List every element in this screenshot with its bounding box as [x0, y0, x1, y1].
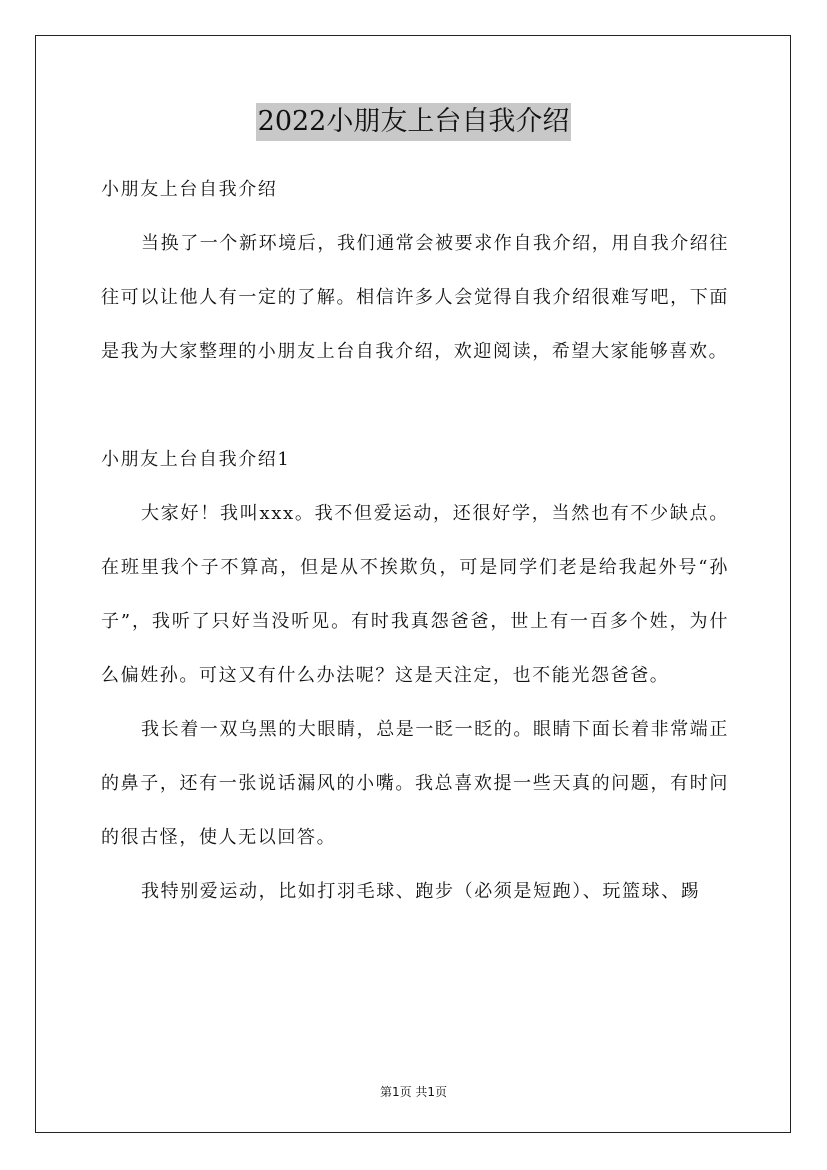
title-container [0, 103, 827, 141]
intro-paragraph: 当换了一个新环境后，我们通常会被要求作自我介绍，用自我介绍往往可以让他人有一定的了解。相信许多人会觉得自我介绍很难写吧，下面是我为大家整理的小朋友上台自我介绍，欢迎阅读，希望大家能够喜欢。 [101, 233, 729, 362]
body-paragraph: 大家好！我叫xxx。我不但爱运动，还很好学，当然也有不少缺点。在班里我个子不算高，但是从不挨欺负，可是同学们老是给我起外号“孙子”，我听了只好当没听见。有时我真怨爸爸，世上有一百多个姓，为什么偏姓孙。可这又有什么办法呢？这是天注定，也不能光怨爸爸。 [101, 503, 729, 686]
page-footer: 第1页 共1页 [379, 1085, 448, 1099]
document-body [101, 163, 729, 919]
section-heading-1: 小朋友上台自我介绍1 [101, 449, 291, 470]
section-heading: 小朋友上台自我介绍 [101, 179, 278, 200]
body-paragraph: 我长着一双乌黑的大眼睛，总是一眨一眨的。眼睛下面长着非常端正的鼻子，还有一张说话漏风的小嘴。我总喜欢提一些天真的问题，有时问的很古怪，使人无以回答。 [101, 719, 729, 848]
blank-line [101, 379, 729, 433]
body-paragraph: 我特别爱运动，比如打羽毛球、跑步（必须是短跑）、玩篮球、踢 [141, 881, 701, 902]
document-title: 2022小朋友上台自我介绍 [256, 103, 572, 141]
